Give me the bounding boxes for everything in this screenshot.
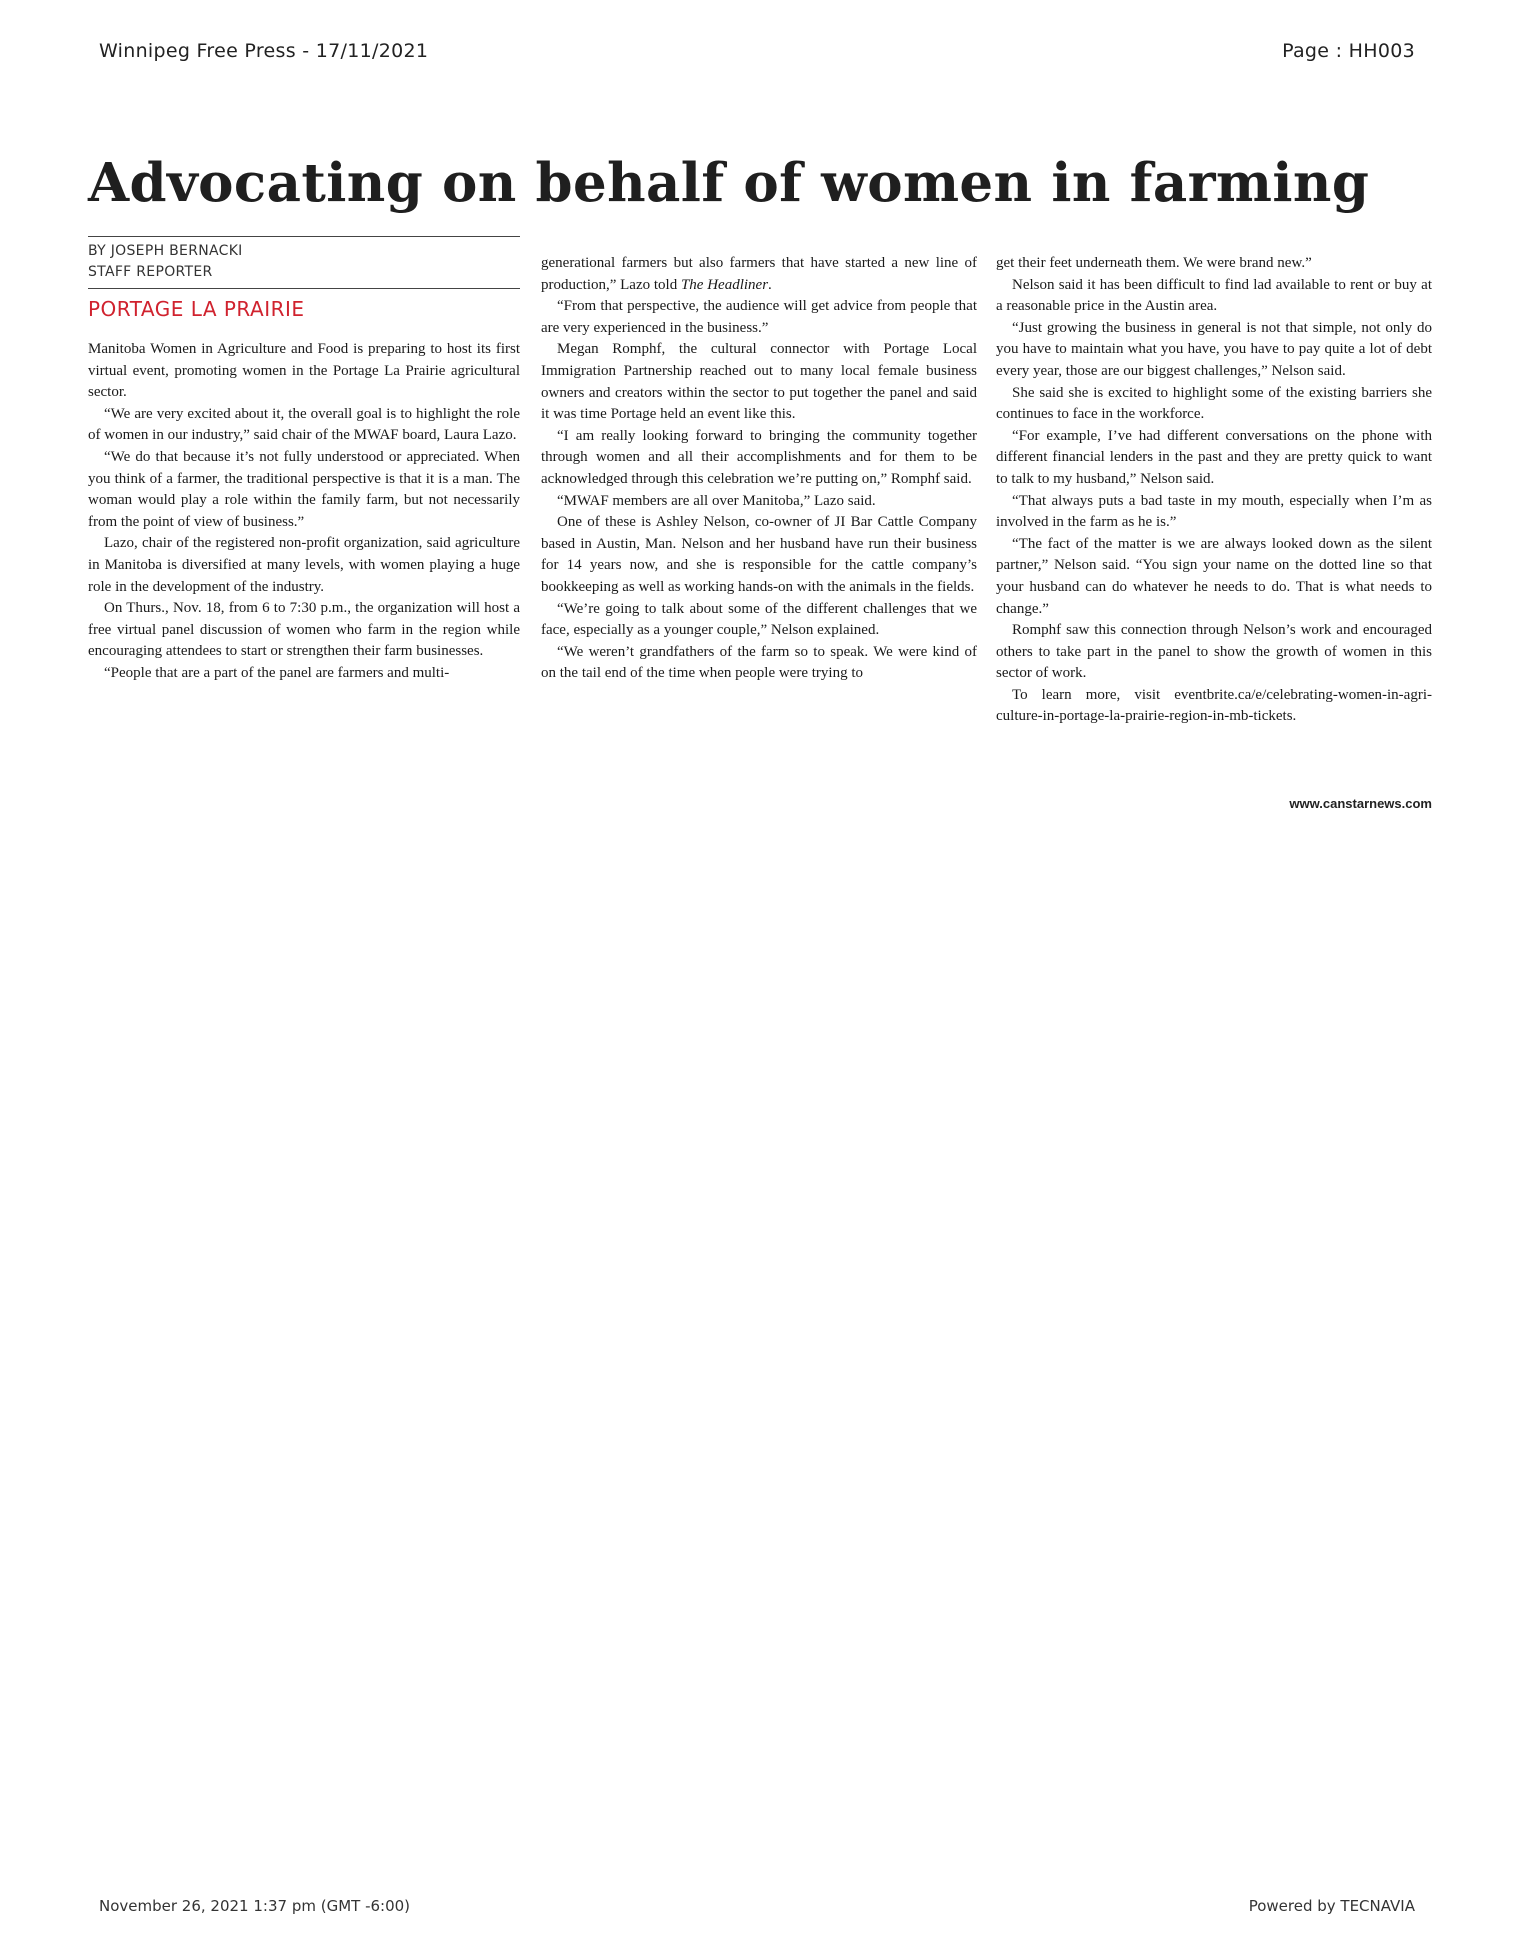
paragraph: To learn more, visit eventbrite.ca/e/celebrating-women-in-agri-culture-in-portage-la-prairie-region-in-mb-tickets.: [996, 686, 1432, 725]
paragraph: Megan Romphf, the cultural connector with Portage Local Immigration Partnership reached out to many local female business owners and creators within the sector to put together the panel and said it was time Portage held an event like this.: [541, 341, 977, 423]
paragraph: “People that are a part of the panel are farmers and multi-: [104, 664, 450, 681]
paragraph: “We do that because it’s not fully understood or appreciated. When you think of a farmer, the traditional perspective is that it is a man. The woman would play a role within the family farm, but not necessarily from the point of view of business.”: [88, 448, 520, 530]
paragraph: On Thurs., Nov. 18, from 6 to 7:30 p.m., the organization will host a free virtual panel discussion of women who farm in the region while encouraging attendees to start or strengthen their farm businesses.: [88, 600, 520, 660]
paragraph: “For example, I’ve had different conversations on the phone with different financial lenders in the past and they are pretty quick to want to talk to my husband,” Nelson said.: [996, 427, 1432, 487]
byline-author: BY JOSEPH BERNACKI: [88, 243, 243, 259]
footer-timestamp: November 26, 2021 1:37 pm (GMT -6:00): [99, 1897, 411, 1915]
source-url: www.canstarnews.com: [1289, 796, 1432, 811]
byline: [88, 236, 520, 289]
paragraph: She said she is excited to highlight some of the existing barriers she continues to face in the workforce.: [996, 384, 1432, 423]
paragraph: get their feet underneath them. We were brand new.”: [996, 255, 1312, 271]
paragraph: “MWAF members are all over Manitoba,” Lazo said.: [557, 492, 876, 509]
paragraph: “That always puts a bad taste in my mouth, especially when I’m as involved in the farm as he is.”: [996, 492, 1432, 531]
paragraph-text: .: [768, 276, 772, 293]
paragraph: “Just growing the business in general is not that simple, not only do you have to maintain what you have, you have to pay quite a lot of debt every year, those are our biggest challenges,” Nelson said.: [996, 319, 1432, 379]
byline-role: STAFF REPORTER: [88, 264, 213, 280]
paragraph: [541, 253, 977, 296]
paragraph: “I am really looking forward to bringing the community together through women and all their accomplishments and for them to be acknowledged through this celebration we’re putting on,” Romphf said.: [541, 427, 977, 487]
article-column-3: [996, 253, 1432, 728]
footer-powered-by: Powered by TECNAVIA: [1248, 1897, 1415, 1915]
paragraph: “We weren’t grandfathers of the farm so to speak. We were kind of on the tail end of the time when people were trying to: [541, 643, 977, 682]
paragraph: Romphf saw this connection through Nelson’s work and encouraged others to take part in the panel to show the growth of women in this sector of work.: [996, 622, 1432, 682]
article-column-1: [88, 339, 520, 685]
dateline: PORTAGE LA PRAIRIE: [88, 297, 305, 321]
paragraph: One of these is Ashley Nelson, co-owner of JI Bar Cattle Company based in Austin, Man. Nelson and her husband have run their business for 14 years now, and she is responsible for the cattle company’s bookkeeping as well as working hands-on with the animals in the fields.: [541, 514, 977, 595]
paragraph: Lazo, chair of the registered non-profit organization, said agriculture in Manitoba is diversified at many levels, with women playing a huge role in the development of the industry.: [88, 535, 520, 595]
paragraph: Manitoba Women in Agriculture and Food is preparing to host its first virtual event, promoting women in the Portage La Prairie agricultural sector.: [88, 341, 520, 401]
publication-name: The Headliner: [680, 276, 769, 293]
paragraph-text: generational farmers but also farmers that have started a new line of production,” Lazo told: [541, 255, 977, 293]
article-headline: Advocating on behalf of women in farming: [88, 152, 1370, 214]
paragraph: “From that perspective, the audience will get advice from people that are very experienced in the business.”: [541, 298, 977, 336]
article-column-2: [541, 253, 977, 685]
paragraph: Nelson said it has been difficult to find lad available to rent or buy at a reasonable price in the Austin area.: [996, 276, 1432, 315]
page-number: Page : HH003: [1282, 40, 1415, 62]
paragraph: “We’re going to talk about some of the different challenges that we face, especially as a younger couple,” Nelson explained.: [541, 600, 977, 639]
paragraph: “The fact of the matter is we are always looked down as the silent partner,” Nelson said. “You sign your name on the dotted line so that your husband can do whatever he needs to do. That is what needs to change.”: [996, 535, 1432, 617]
publication-header: Winnipeg Free Press - 17/11/2021: [99, 40, 429, 62]
paragraph: “We are very excited about it, the overall goal is to highlight the role of women in our industry,” said chair of the MWAF board, Laura Lazo.: [88, 405, 520, 444]
